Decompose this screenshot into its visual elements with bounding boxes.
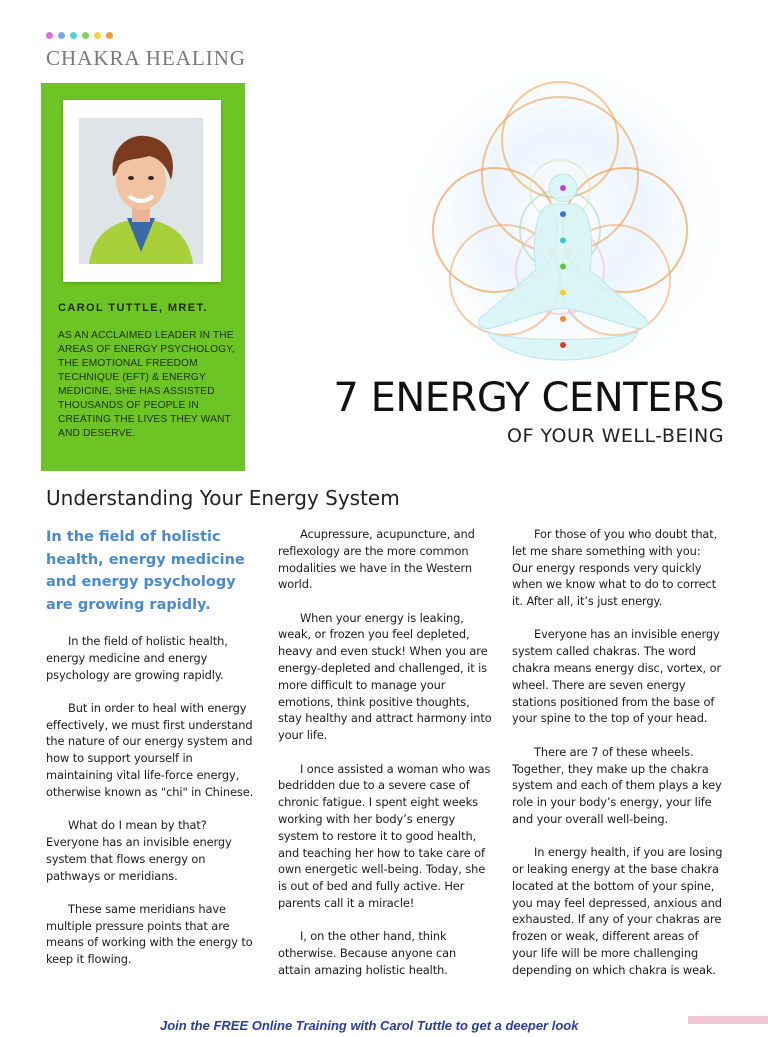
author-sidebar bbox=[41, 83, 245, 471]
footer-tab bbox=[688, 1016, 768, 1024]
paragraph: But in order to heal with energy effectively, we must first understand the nature of our energy system and how to support yourself in maintaining vital life-force energy, otherwise known as "chi" in Chinese. bbox=[46, 700, 254, 799]
brand-dot-icon bbox=[106, 32, 113, 39]
brand-dot-icon bbox=[70, 32, 77, 39]
chakra-point-icon bbox=[560, 316, 566, 322]
paragraph: What do I mean by that? Everyone has an invisible energy system that flows energy on pathways or meridians. bbox=[46, 818, 232, 883]
brand-dots bbox=[46, 32, 246, 40]
paragraph: These same meridians have multiple pressure points that are means of working with the energy to keep it flowing. bbox=[46, 901, 253, 967]
brand-dot-icon bbox=[94, 32, 101, 39]
article-column-2 bbox=[278, 526, 492, 995]
brand-dot-icon bbox=[82, 32, 89, 39]
paragraph: In energy health, if you are losing or leaking energy at the base chakra located at the bottom of your spine, you may feel depressed, anxious and exhausted. If any of your chakras are frozen or weak, different areas of your life will be more challenging depending on which chakra is weak. bbox=[512, 845, 723, 977]
author-name: CAROL TUTTLE, MRET. bbox=[58, 302, 208, 314]
paragraph: Everyone has an invisible energy system called chakras. The word chakra means energy disc, vortex, or wheel. There are seven energy stations positioned from the base of your spine to the top of your head. bbox=[512, 627, 722, 726]
paragraph: I, on the other hand, think otherwise. Because anyone can attain amazing holistic health. bbox=[278, 929, 457, 977]
section-heading: Understanding Your Energy System bbox=[46, 486, 400, 510]
author-bio: AS AN ACCLAIMED LEADER IN THE AREAS OF ENERGY PSYCHOLOGY, THE EMOTIONAL FREEDOM TECHNIQUE (EFT) & ENERGY MEDICINE, SHE HAS ASSISTED THOUSANDS OF PEOPLE IN CREATING THE LIVES THEY WANT AND DESERVE. bbox=[58, 330, 235, 439]
brand-dot-icon bbox=[46, 32, 53, 39]
training-cta-link[interactable]: Join the FREE Online Training with Carol Tuttle to get a deeper look bbox=[160, 1018, 579, 1033]
brand-dot-icon bbox=[58, 32, 65, 39]
chakra-point-icon bbox=[560, 237, 566, 243]
chakra-point-icon bbox=[560, 185, 566, 191]
lead-paragraph: In the field of holistic health, energy medicine and energy psychology are growing rapidly. bbox=[46, 529, 245, 613]
brand-name: CHAKRA HEALING bbox=[46, 46, 247, 70]
paragraph: I once assisted a woman who was bedridden due to a severe case of chronic fatigue. I spent eight weeks working with her body’s energy system to restore it to good health, and teaching her how to take care of own energetic well-being. Today, she is out of bed and fully active. Her parents call it a miracle! bbox=[278, 761, 491, 910]
chakra-point-icon bbox=[560, 211, 566, 217]
article-column-3 bbox=[512, 526, 724, 995]
paragraph: In the field of holistic health, energy medicine and energy psychology are growing rapidly. bbox=[46, 634, 228, 682]
paragraph: Acupressure, acupuncture, and reflexology are the more common modalities we have in the Western world. bbox=[278, 527, 475, 592]
author-photo bbox=[79, 118, 203, 264]
paragraph: When your energy is leaking, weak, or frozen you feel depleted, heavy and even stuck! When you are energy-depleted and challenged, it is more difficult to manage your emotions, think positive thoughts, stay healthy and attract harmony into your life. bbox=[278, 610, 492, 743]
chakra-point-icon bbox=[560, 342, 566, 348]
paragraph: For those of you who doubt that, let me share something with you: Our energy responds very quickly when we know what to do to correct it. After all, it’s just energy. bbox=[512, 527, 718, 609]
page-title: 7 ENERGY CENTERS bbox=[333, 375, 724, 421]
article-column-1 bbox=[46, 633, 256, 985]
chakra-point-icon bbox=[560, 290, 566, 296]
chakra-meditation-illustration bbox=[400, 80, 730, 380]
chakra-point-icon bbox=[560, 264, 566, 270]
author-photo-frame bbox=[63, 100, 221, 282]
paragraph: There are 7 of these wheels. Together, they make up the chakra system and each of them plays a key role in your body’s energy, your life and your overall well-being. bbox=[512, 744, 722, 826]
page-subtitle: OF YOUR WELL-BEING bbox=[507, 425, 724, 447]
brand-logo bbox=[46, 32, 246, 71]
